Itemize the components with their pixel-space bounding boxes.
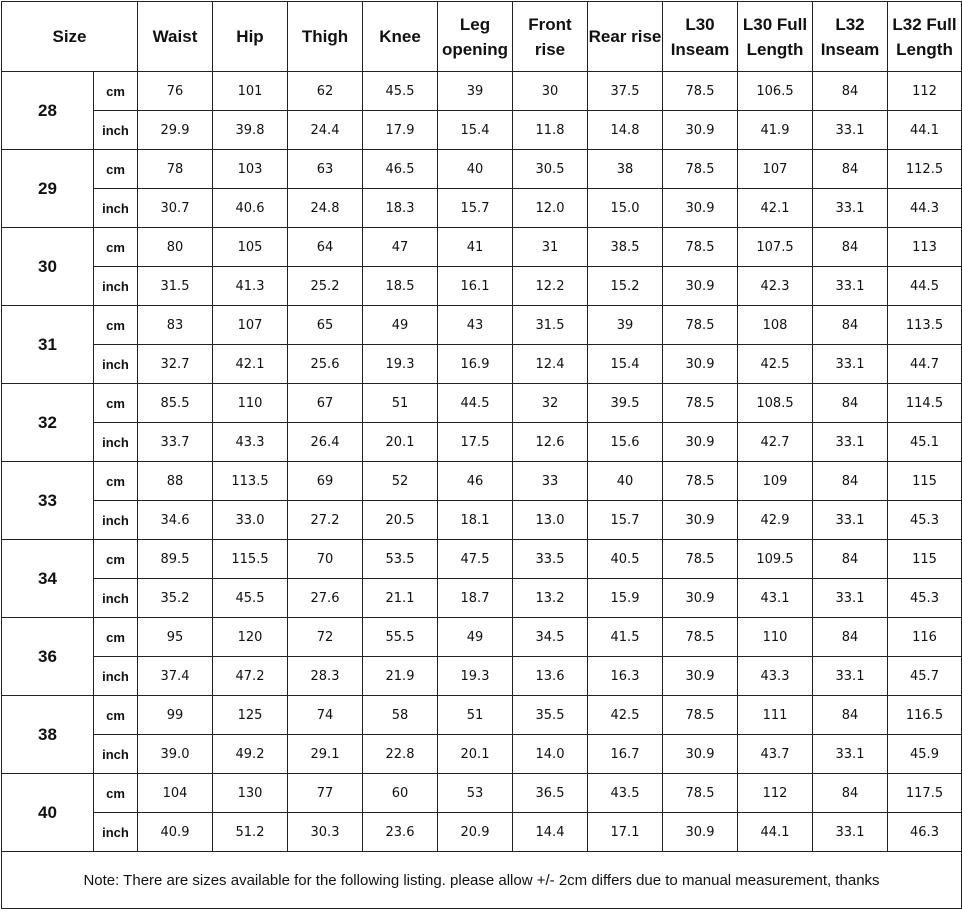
measurement-cell: 46.5 [363,150,438,189]
measurement-cell: 80 [138,228,213,267]
measurement-cell: 45.3 [888,579,962,618]
measurement-cell: 34.6 [138,501,213,540]
measurement-cell: 30.9 [663,111,738,150]
measurement-cell: 31 [513,228,588,267]
measurement-cell: 69 [288,462,363,501]
table-row [2,345,962,384]
measurement-cell: 78.5 [663,462,738,501]
measurement-cell: 18.7 [438,579,513,618]
measurement-cell: 113 [888,228,962,267]
measurement-cell: 13.0 [513,501,588,540]
measurement-cell: 17.5 [438,423,513,462]
measurement-cell: 30.9 [663,657,738,696]
measurement-cell: 84 [813,72,888,111]
measurement-cell: 77 [288,774,363,813]
measurement-cell: 104 [138,774,213,813]
measurement-cell: 76 [138,72,213,111]
measurement-cell: 25.6 [288,345,363,384]
size-label: 32 [2,384,94,462]
header-row [2,2,962,72]
header-l30-full-length: L30 Full Length [738,2,813,72]
unit-label: cm [94,696,138,735]
measurement-cell: 107 [213,306,288,345]
measurement-cell: 16.3 [588,657,663,696]
measurement-cell: 43.5 [588,774,663,813]
table-row [2,150,962,189]
measurement-cell: 21.1 [363,579,438,618]
measurement-cell: 15.6 [588,423,663,462]
measurement-cell: 45.5 [213,579,288,618]
measurement-cell: 99 [138,696,213,735]
measurement-cell: 40.9 [138,813,213,852]
measurement-cell: 12.0 [513,189,588,228]
measurement-cell: 30 [513,72,588,111]
measurement-cell: 33.1 [813,579,888,618]
measurement-cell: 63 [288,150,363,189]
unit-label: cm [94,150,138,189]
measurement-cell: 114.5 [888,384,962,423]
measurement-cell: 95 [138,618,213,657]
measurement-cell: 17.1 [588,813,663,852]
unit-label: inch [94,189,138,228]
measurement-cell: 42.1 [213,345,288,384]
size-label: 36 [2,618,94,696]
measurement-cell: 33.1 [813,111,888,150]
measurement-cell: 83 [138,306,213,345]
measurement-cell: 38.5 [588,228,663,267]
table-row [2,462,962,501]
measurement-cell: 20.1 [438,735,513,774]
measurement-cell: 43.7 [738,735,813,774]
measurement-cell: 115 [888,540,962,579]
measurement-cell: 33.1 [813,423,888,462]
unit-label: inch [94,267,138,306]
measurement-cell: 30.9 [663,267,738,306]
measurement-cell: 22.8 [363,735,438,774]
measurement-cell: 23.6 [363,813,438,852]
measurement-cell: 32.7 [138,345,213,384]
measurement-cell: 41 [438,228,513,267]
measurement-cell: 29.9 [138,111,213,150]
measurement-cell: 15.4 [438,111,513,150]
measurement-cell: 31.5 [138,267,213,306]
size-label: 30 [2,228,94,306]
measurement-cell: 78.5 [663,72,738,111]
measurement-cell: 15.2 [588,267,663,306]
measurement-cell: 84 [813,696,888,735]
measurement-cell: 105 [213,228,288,267]
measurement-cell: 33.1 [813,189,888,228]
table-row [2,228,962,267]
measurement-cell: 33.0 [213,501,288,540]
measurement-cell: 30.3 [288,813,363,852]
measurement-cell: 30.9 [663,423,738,462]
measurement-cell: 25.2 [288,267,363,306]
measurement-cell: 33.7 [138,423,213,462]
measurement-cell: 30.9 [663,813,738,852]
size-label: 28 [2,72,94,150]
measurement-cell: 112.5 [888,150,962,189]
measurement-cell: 19.3 [438,657,513,696]
measurement-cell: 36.5 [513,774,588,813]
measurement-cell: 84 [813,462,888,501]
measurement-cell: 115 [888,462,962,501]
measurement-cell: 30.9 [663,345,738,384]
header-knee: Knee [363,2,438,72]
measurement-cell: 110 [213,384,288,423]
measurement-cell: 42.5 [588,696,663,735]
measurement-cell: 14.4 [513,813,588,852]
measurement-cell: 33.1 [813,735,888,774]
table-row [2,813,962,852]
measurement-cell: 67 [288,384,363,423]
measurement-cell: 84 [813,150,888,189]
measurement-cell: 44.1 [888,111,962,150]
size-label: 33 [2,462,94,540]
measurement-cell: 44.5 [888,267,962,306]
measurement-cell: 125 [213,696,288,735]
measurement-cell: 55.5 [363,618,438,657]
measurement-cell: 40 [438,150,513,189]
table-row [2,735,962,774]
measurement-cell: 39.0 [138,735,213,774]
measurement-cell: 20.5 [363,501,438,540]
measurement-cell: 109.5 [738,540,813,579]
measurement-cell: 49 [438,618,513,657]
measurement-cell: 39 [588,306,663,345]
measurement-cell: 29.1 [288,735,363,774]
measurement-cell: 13.2 [513,579,588,618]
size-label: 34 [2,540,94,618]
measurement-cell: 18.5 [363,267,438,306]
measurement-cell: 33.1 [813,813,888,852]
measurement-cell: 35.2 [138,579,213,618]
measurement-cell: 49 [363,306,438,345]
measurement-cell: 113.5 [213,462,288,501]
measurement-cell: 20.1 [363,423,438,462]
measurement-cell: 40.5 [588,540,663,579]
measurement-cell: 45.1 [888,423,962,462]
measurement-cell: 41.9 [738,111,813,150]
measurement-cell: 78.5 [663,618,738,657]
header-waist: Waist [138,2,213,72]
measurement-cell: 33.5 [513,540,588,579]
header-l32-full-length: L32 Full Length [888,2,962,72]
measurement-cell: 78.5 [663,306,738,345]
measurement-cell: 43 [438,306,513,345]
measurement-cell: 42.3 [738,267,813,306]
measurement-cell: 18.1 [438,501,513,540]
measurement-cell: 53 [438,774,513,813]
measurement-cell: 84 [813,774,888,813]
unit-label: inch [94,423,138,462]
measurement-cell: 107 [738,150,813,189]
measurement-cell: 46.3 [888,813,962,852]
unit-label: cm [94,72,138,111]
measurement-cell: 42.1 [738,189,813,228]
measurement-cell: 27.6 [288,579,363,618]
measurement-cell: 103 [213,150,288,189]
measurement-cell: 78.5 [663,540,738,579]
measurement-cell: 43.3 [738,657,813,696]
measurement-cell: 49.2 [213,735,288,774]
measurement-cell: 33.1 [813,267,888,306]
unit-label: cm [94,306,138,345]
measurement-cell: 109 [738,462,813,501]
measurement-cell: 12.2 [513,267,588,306]
header-leg-opening: Leg opening [438,2,513,72]
measurement-cell: 74 [288,696,363,735]
measurement-cell: 108 [738,306,813,345]
measurement-cell: 51.2 [213,813,288,852]
measurement-cell: 20.9 [438,813,513,852]
unit-label: cm [94,540,138,579]
unit-label: inch [94,579,138,618]
measurement-cell: 12.4 [513,345,588,384]
table-row [2,267,962,306]
measurement-cell: 16.9 [438,345,513,384]
measurement-cell: 58 [363,696,438,735]
unit-label: cm [94,774,138,813]
measurement-cell: 15.9 [588,579,663,618]
measurement-cell: 45.7 [888,657,962,696]
measurement-cell: 62 [288,72,363,111]
measurement-note: Note: There are sizes available for the following listing. please allow +/- 2cm differs due to manual measurement, thanks [2,852,962,909]
measurement-cell: 52 [363,462,438,501]
measurement-cell: 107.5 [738,228,813,267]
measurement-cell: 44.7 [888,345,962,384]
header-l32-inseam: L32 Inseam [813,2,888,72]
size-label: 31 [2,306,94,384]
measurement-cell: 45.9 [888,735,962,774]
measurement-cell: 60 [363,774,438,813]
measurement-cell: 106.5 [738,72,813,111]
measurement-cell: 30.9 [663,579,738,618]
measurement-cell: 28.3 [288,657,363,696]
measurement-cell: 34.5 [513,618,588,657]
unit-label: inch [94,735,138,774]
measurement-cell: 16.7 [588,735,663,774]
measurement-cell: 78.5 [663,384,738,423]
measurement-cell: 15.7 [438,189,513,228]
measurement-cell: 14.0 [513,735,588,774]
measurement-cell: 38 [588,150,663,189]
measurement-cell: 117.5 [888,774,962,813]
measurement-cell: 33.1 [813,501,888,540]
measurement-cell: 120 [213,618,288,657]
measurement-cell: 65 [288,306,363,345]
table-row [2,423,962,462]
measurement-cell: 40 [588,462,663,501]
measurement-cell: 33.1 [813,657,888,696]
measurement-cell: 39 [438,72,513,111]
measurement-cell: 51 [363,384,438,423]
measurement-cell: 44.1 [738,813,813,852]
table-row [2,501,962,540]
measurement-cell: 113.5 [888,306,962,345]
unit-label: cm [94,462,138,501]
measurement-cell: 88 [138,462,213,501]
measurement-cell: 51 [438,696,513,735]
size-label: 29 [2,150,94,228]
unit-label: inch [94,111,138,150]
measurement-cell: 40.6 [213,189,288,228]
measurement-cell: 84 [813,618,888,657]
measurement-cell: 47.5 [438,540,513,579]
measurement-cell: 42.5 [738,345,813,384]
measurement-cell: 53.5 [363,540,438,579]
measurement-cell: 78.5 [663,696,738,735]
measurement-cell: 116 [888,618,962,657]
measurement-cell: 19.3 [363,345,438,384]
measurement-cell: 27.2 [288,501,363,540]
measurement-cell: 39.5 [588,384,663,423]
table-row [2,384,962,423]
measurement-cell: 33.1 [813,345,888,384]
measurement-cell: 15.7 [588,501,663,540]
size-chart-table [1,1,962,909]
table-row [2,696,962,735]
measurement-cell: 42.7 [738,423,813,462]
measurement-cell: 24.8 [288,189,363,228]
measurement-cell: 16.1 [438,267,513,306]
measurement-cell: 101 [213,72,288,111]
measurement-cell: 39.8 [213,111,288,150]
table-row [2,579,962,618]
measurement-cell: 12.6 [513,423,588,462]
measurement-cell: 43.3 [213,423,288,462]
measurement-cell: 18.3 [363,189,438,228]
measurement-cell: 130 [213,774,288,813]
measurement-cell: 112 [738,774,813,813]
measurement-cell: 21.9 [363,657,438,696]
measurement-cell: 70 [288,540,363,579]
table-row [2,189,962,228]
measurement-cell: 111 [738,696,813,735]
measurement-cell: 24.4 [288,111,363,150]
table-row [2,657,962,696]
measurement-cell: 112 [888,72,962,111]
header-l30-inseam: L30 Inseam [663,2,738,72]
measurement-cell: 45.5 [363,72,438,111]
note-row [2,852,962,909]
header-thigh: Thigh [288,2,363,72]
measurement-cell: 45.3 [888,501,962,540]
measurement-cell: 26.4 [288,423,363,462]
measurement-cell: 46 [438,462,513,501]
measurement-cell: 116.5 [888,696,962,735]
measurement-cell: 17.9 [363,111,438,150]
measurement-cell: 15.4 [588,345,663,384]
measurement-cell: 84 [813,306,888,345]
measurement-cell: 110 [738,618,813,657]
size-label: 40 [2,774,94,852]
measurement-cell: 30.9 [663,501,738,540]
measurement-cell: 37.4 [138,657,213,696]
measurement-cell: 108.5 [738,384,813,423]
measurement-cell: 11.8 [513,111,588,150]
table-row [2,618,962,657]
measurement-cell: 41.3 [213,267,288,306]
measurement-cell: 33 [513,462,588,501]
measurement-cell: 84 [813,384,888,423]
measurement-cell: 44.5 [438,384,513,423]
unit-label: cm [94,618,138,657]
measurement-cell: 30.9 [663,189,738,228]
measurement-cell: 41.5 [588,618,663,657]
unit-label: inch [94,345,138,384]
measurement-cell: 84 [813,228,888,267]
measurement-cell: 35.5 [513,696,588,735]
table-row [2,306,962,345]
measurement-cell: 42.9 [738,501,813,540]
table-row [2,540,962,579]
measurement-cell: 78.5 [663,774,738,813]
measurement-cell: 78.5 [663,150,738,189]
measurement-cell: 78.5 [663,228,738,267]
measurement-cell: 84 [813,540,888,579]
measurement-cell: 30.5 [513,150,588,189]
header-size: Size [2,2,138,72]
measurement-cell: 43.1 [738,579,813,618]
size-chart-body [2,72,962,852]
header-hip: Hip [213,2,288,72]
unit-label: inch [94,813,138,852]
unit-label: cm [94,228,138,267]
header-front-rise: Front rise [513,2,588,72]
measurement-cell: 44.3 [888,189,962,228]
measurement-cell: 37.5 [588,72,663,111]
measurement-cell: 85.5 [138,384,213,423]
measurement-cell: 31.5 [513,306,588,345]
unit-label: inch [94,657,138,696]
header-rear-rise: Rear rise [588,2,663,72]
unit-label: inch [94,501,138,540]
table-row [2,774,962,813]
measurement-cell: 78 [138,150,213,189]
measurement-cell: 115.5 [213,540,288,579]
measurement-cell: 15.0 [588,189,663,228]
table-row [2,72,962,111]
measurement-cell: 30.7 [138,189,213,228]
measurement-cell: 30.9 [663,735,738,774]
unit-label: cm [94,384,138,423]
measurement-cell: 14.8 [588,111,663,150]
measurement-cell: 89.5 [138,540,213,579]
measurement-cell: 47.2 [213,657,288,696]
measurement-cell: 47 [363,228,438,267]
measurement-cell: 13.6 [513,657,588,696]
table-row [2,111,962,150]
measurement-cell: 72 [288,618,363,657]
measurement-cell: 32 [513,384,588,423]
size-label: 38 [2,696,94,774]
measurement-cell: 64 [288,228,363,267]
